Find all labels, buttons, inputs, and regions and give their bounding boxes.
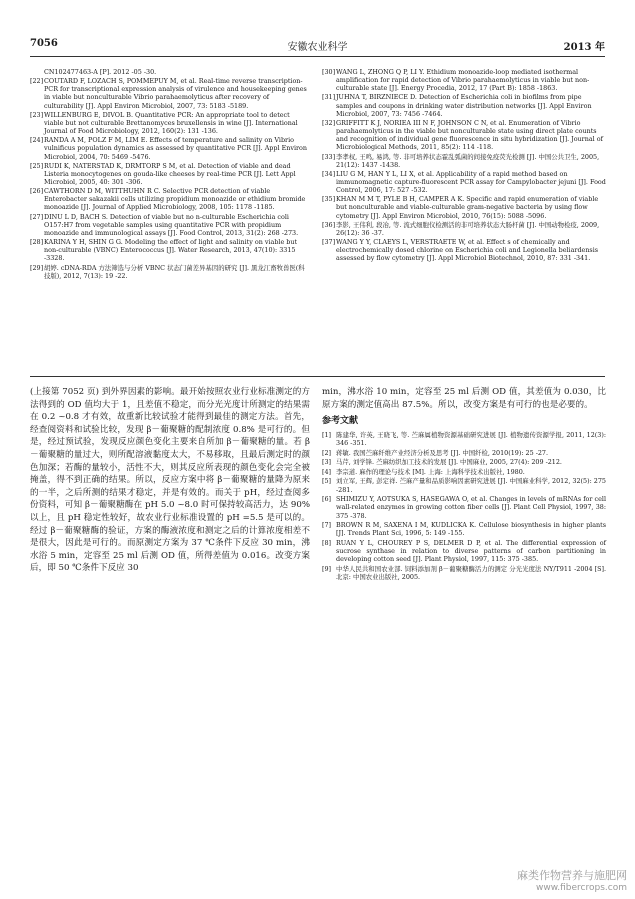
reference-number: [5]: [322, 477, 332, 486]
reference-list-top-left: [30, 68, 310, 281]
reference-text: WANG L, ZHONG Q P, LI Y. Ethidium monoazide-loop mediated isothermal amplification for rapid detection of Vibrio parahaemolyticus in viable but non-culturable state [J]. Energy Procedia, 2012, 17 (Part B): 1858 -1863.: [336, 68, 590, 93]
reference-item: [322, 565, 606, 581]
reference-text: RUDI K, NATERSTAD K, DRMTORP S M, et al. Detection of viable and dead Listeria monocytogenes on gouda-like cheeses by real-time PCR [J]. Lett Appl Microbiol, 2005, 40: 301 -306.: [44, 161, 296, 186]
reference-number: [33]: [322, 152, 336, 161]
reference-item: [322, 119, 606, 151]
reference-number: [34]: [322, 169, 336, 178]
reference-item: [322, 93, 606, 117]
reference-item: [322, 521, 606, 537]
watermark-site-url: www.fibercrops.com: [536, 883, 627, 893]
reference-item: [322, 153, 606, 169]
reference-number: [25]: [30, 161, 44, 170]
reference-text: RUAN Y L, CHOUREY P S, DELMER D P, et al. The differential expression of sucrose synthase in relation to diverse patterns of carbon partitioning in developing cotton seed [J]. Plant Physiol, 1997, 115: 375 -385.: [336, 538, 606, 564]
reference-item: [30, 187, 310, 211]
reference-number: [8]: [322, 538, 332, 547]
reference-text: DINU L D, BACH S. Detection of viable but no n-culturable Escherichia coli O157:H7 from vegetable samples using quantitative PCR with propidium monoazide and immunological assays [J]. Food Control, 2013, 31(2): 268 -273.: [44, 212, 299, 237]
section-divider: [30, 376, 605, 377]
body-paragraph-left: (上接第 7052 页) 到外界因素的影响。最开始按照农业行业标准测定的方法得到的 OD 值均大于 1，且差值不稳定，而分光光度计所测定的结果需在 0.2 ~0.8 才有效，故重新比较试验才能得到最佳的测定方法。首先，经查阅资料和试验比较，发现 β－葡聚糖的配制浓度 0.8% 是可行的。但是，经过预试验，发现反应颜色变化主要来自所加 β－葡聚糖的量。若 β－葡聚糖的量过大，则所配溶液黏度太大，不易移取，且最后测定时的颜色加深；若酶的量较小，活性不大，则其反应所表现的颜色变化会完全被掩盖，得不到正确的结果。所以，反应方案中将 β－葡聚糖的量降为原来的一半，之后所测的结果才稳定，并是有效的。而关于 pH，经过查阅多份资料，可知 β－葡聚糖酶在 pH 5.0 ~8.0 时可保持较高活力，达 90% 以上，且 pH 稳定性较好，故农业行业标准设置的 pH =5.5 是可以的。经过 β－葡聚糖酶的验证，方案的酶液浓度和测定之后的计算浓度相差不是很大，因此是可行的。而原测定方案为 37 ℃条件下反应 30 min，沸水浴 5 min，定容至 25 ml 后测 OD 值，所得差值为 0.016。改变方案后，即 50 ℃条件下反应 30: [30, 387, 310, 574]
site-watermark: [517, 867, 627, 893]
references-heading: 参考文献: [322, 416, 359, 427]
reference-text: 李宗道. 麻作的理论与技术 [M]. 上海: 上海科学技术出版社, 1980.: [336, 467, 525, 476]
year-label: 2013 年: [563, 42, 605, 53]
reference-text: WANG Y Y, CLAEYS L, VERSTRAETE W, et al. Effect s of chemically and electrochemically dosed chlorine on Escherichia coli and Legionella beliardensis assessed by flow cytometry [J]. Appl Microbiol Biotechnol, 2010, 87: 331 -341.: [336, 238, 599, 263]
reference-text: GRIFFITT K J, NORIEA III N F, JOHNSON C N, et al. Enumeration of Vibrio parahaemolyticus in the viable but nonculturable state using direct plate counts and recognition of individual gene fluorescence in situ hybridization [J]. Journal of Microbiological Methods, 2011, 85(2): 114 -118.: [336, 118, 603, 152]
reference-text: JUHNA T, BIRZNIECE D. Detection of Escherichia coli in biofilms from pipe samples and coupons in drinking water distribution networks [J]. Appl Environ Microbiol, 2007, 73: 7456 -7464.: [336, 93, 592, 118]
reference-text: BROWN R M, SAXENA I M, KUDLICKA K. Cellulose biosynthesis in higher plants [J]. Trends Plant Sci, 1996, 5: 149 -155.: [336, 521, 606, 538]
reference-item: [322, 195, 606, 219]
reference-text: WILLENBURG E, DIVOL B. Quantitative PCR: An appropriate tool to detect viable but not culturable Brettanomyces bruxellensis in wine [J]. International Journal of Food Microbiology, 2012, 160(2): 131 -136.: [44, 110, 298, 136]
reference-item: [322, 495, 606, 520]
reference-number: [29]: [30, 263, 44, 272]
reference-number: [30]: [322, 68, 336, 76]
reference-item: [30, 238, 310, 262]
reference-number: [23]: [30, 110, 44, 119]
reference-list-top-right: [322, 68, 606, 264]
reference-number: [22]: [30, 77, 44, 86]
reference-item: [30, 77, 310, 109]
reference-text: 李影, 王伟利, 段冶, 等. 流式细胞仪检测活的非可培养状态大肠杆菌 [J]. 中国动物检疫, 2009, 26(12): 36 -37.: [336, 220, 600, 237]
reference-text: 刘立军, 王辉, 彭定祥. 苎麻产量和品质影响因素研究进展 [J]. 中国麻业科学, 2012, 32(5): 275 -281.: [336, 477, 606, 494]
reference-text: RANDA A M, POLZ F M, LIM E. Effects of temperature and salinity on Vibrio vulnificus population dynamics as assessed by quantitative PCR [J]. Appl Environ Microbiol, 2004, 70: 5469 -5476.: [44, 136, 308, 161]
reference-text: CN102477463-A [P]. 2012 -05 -30.: [44, 68, 157, 76]
header-rule: [30, 56, 605, 57]
reference-number: [28]: [30, 238, 44, 247]
reference-item: [30, 136, 310, 160]
reference-number: [35]: [322, 195, 336, 204]
reference-number: [32]: [322, 118, 336, 127]
reference-text: 胡婷. cDNA-RDA 方法筛选与分析 VBNC 状态门菌差异基因的研究 [J]. 黑龙江畜牧兽医(科技版), 2012, 7(13): 19 -22.: [44, 263, 305, 280]
reference-item: [30, 162, 310, 186]
reference-text: 李孝权, 王鸣, 易鸿, 等. 非可培养状态霍乱弧菌的间接免疫荧光检测 [J]. 中国公共卫生, 2005, 21(12): 1437 -1438.: [336, 152, 600, 169]
reference-text: COUTARD F, LOZACH S, POMMEPUY M, et al. Real-time reverse transcription-PCR for transcriptional expression analysis of virulence and housekeeping genes in viable but nonculturable Vibrio parahaemolyticus after recovery of culturability [J]. Appl Environ Microbiol, 2007, 73: 5183 -5189.: [44, 77, 307, 110]
reference-item: [30, 213, 310, 237]
reference-number: [31]: [322, 93, 336, 102]
reference-text: LIU G M, HAN Y L, LI X, et al. Applicability of a rapid method based on immunomagnetic capture-fluorescent PCR assay for Campylobacter jejuni [J]. Food Control, 2006, 17: 527 -532.: [336, 169, 606, 195]
watermark-site-name: 麻类作物营养与施肥网: [517, 869, 627, 882]
reference-number: [36]: [322, 220, 336, 229]
reference-text: 中华人民共和国农业部. 饲料添加剂 β－葡聚糖酶活力的测定 分光光度法 NY/T911 -2004 [S]. 北京: 中国农业出版社, 2005.: [336, 564, 606, 582]
reference-number: [37]: [322, 238, 336, 247]
reference-number: [24]: [30, 136, 44, 145]
reference-number: [1]: [322, 430, 332, 439]
reference-number: [26]: [30, 187, 44, 196]
body-text-right: [322, 386, 606, 583]
reference-item: [30, 264, 310, 280]
reference-number: [9]: [322, 564, 332, 573]
reference-number: [2]: [322, 448, 332, 457]
reference-text: 蒋敏. 我国苎麻纤维产业经济分析及思考 [J]. 中国纤检, 2010(19): 25 -27.: [336, 448, 549, 457]
reference-number: [6]: [322, 495, 332, 504]
reference-number: [27]: [30, 212, 44, 221]
reference-item: [322, 221, 606, 237]
reference-item: [322, 477, 606, 493]
reference-item: [30, 68, 310, 76]
reference-text: KARINA Y H, SHIN G G. Modeling the effect of light and salinity on viable but non-culturable (VBNC) Enterococcus [J]. Water Research, 2013, 47(10): 3315 -3328.: [44, 238, 298, 263]
page-header: [30, 38, 605, 52]
reference-number: [4]: [322, 467, 332, 476]
reference-item: [322, 449, 606, 457]
reference-item: [322, 238, 606, 262]
page-number: 7056: [30, 38, 58, 49]
reference-text: 马芹, 刘学锋. 苎麻纺织加工技术的发展 [J]. 中国麻业, 2005, 27(4): 209 -212.: [336, 458, 562, 467]
reference-list-bottom-right: [322, 431, 606, 582]
reference-text: KHAN M M T, PYLE B H, CAMPER A K. Specific and rapid enumeration of viable but nonculturable and viable-culturable gram-negative bacteria by using flow cytometry [J]. Appl Environ Microbiol, 2010, 76(15): 5088 -5096.: [336, 195, 599, 220]
reference-item: [322, 539, 606, 564]
reference-item: [30, 111, 310, 135]
reference-item: [322, 170, 606, 194]
journal-name: 安徽农业科学: [287, 42, 348, 53]
body-text-left: [30, 386, 310, 575]
reference-item: [322, 468, 606, 476]
reference-text: CAWTHORN D M, WITTHUHN R C. Selective PCR detection of viable Enterobacter sakazakii cells utilizing propidium monoazide or ethidium bromide monoazide [J]. Journal of Applied Microbiology, 2008, 105: 1178 -1185.: [44, 187, 306, 212]
reference-text: SHIMIZU Y, AOTSUKA S, HASEGAWA O, et al. Changes in levels of mRNAs for cell wall-related enzymes in growing cotton fiber cells [J]. Plant Cell Physiol, 1997, 38: 375 -378.: [336, 495, 606, 520]
reference-number: [7]: [322, 521, 332, 530]
reference-item: [322, 458, 606, 466]
reference-item: [322, 431, 606, 447]
body-paragraph-right: min，沸水浴 10 min，定容至 25 ml 后测 OD 值，其差值为 0.030，比原方案的测定值高出 87.5%。所以，改变方案是有可行的也是必要的。: [322, 387, 606, 410]
reference-text: 陈建华, 许英, 王晓飞, 等. 苎麻属植物资源基础研究进展 [J]. 植物遗传资源学报, 2011, 12(3): 346 -351.: [336, 430, 606, 447]
reference-number: [3]: [322, 458, 332, 467]
reference-item: [322, 68, 606, 92]
